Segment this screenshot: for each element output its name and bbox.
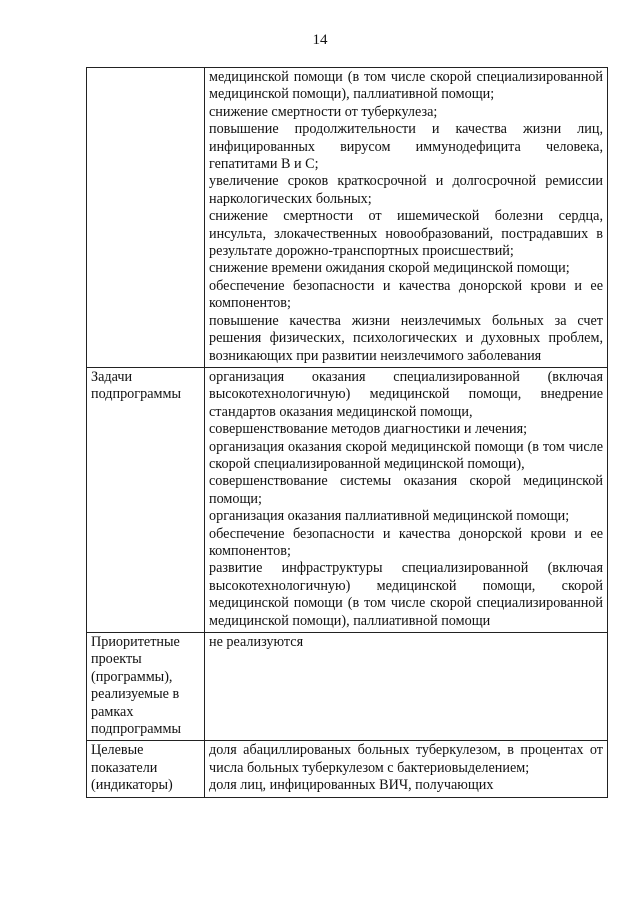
row-label: Приоритетные проекты (программы), реализуемые в рамках подпрограммы — [87, 633, 205, 741]
content-line: повышение продолжительности и качества жизни лиц, инфицированных вирусом иммунодефицита человека, гепатитами B и C; — [209, 121, 603, 173]
row-content — [205, 367, 608, 632]
page-number: 14 — [312, 32, 328, 48]
content-line: снижение смертности от ишемической болезни сердца, инсульта, злокачественных новообразований, пострадавших в результате дорожно-транспортных происшествий; — [209, 208, 603, 260]
content-line: совершенствование методов диагностики и лечения; — [209, 421, 528, 438]
content-line: организация оказания скорой медицинской помощи (в том числе скорой специализированной медицинской помощи), — [209, 438, 603, 472]
row-label: Целевые показатели (индикаторы) — [87, 741, 205, 797]
row-content — [205, 68, 608, 368]
subprogram-passport-table — [86, 67, 608, 798]
content-line: обеспечение безопасности и качества донорской крови и ее компонентов; — [209, 525, 603, 559]
table-row — [87, 367, 608, 632]
content-line: снижение смертности от туберкулеза; — [209, 103, 438, 120]
row-content — [205, 741, 608, 797]
table-row — [87, 68, 608, 368]
content-line: развитие инфраструктуры специализированной (включая высокотехнологичную) медицинской помощи, скорой медицинской помощи (в том числе скорой специализированной медицинской помощи), паллиативной помощи — [209, 560, 603, 629]
row-label: Задачи подпрограммы — [87, 367, 205, 632]
content-line: совершенствование системы оказания скорой медицинской помощи; — [209, 473, 603, 507]
row-content — [205, 633, 608, 741]
content-line: доля абациллированых больных туберкулезом, в процентах от числа больных туберкулезом с бактериовыделением; — [209, 742, 603, 776]
content-line: обеспечение безопасности и качества донорской крови и ее компонентов; — [209, 277, 603, 312]
content-line: снижение времени ожидания скорой медицинской помощи; — [209, 260, 570, 277]
content-line: организация оказания специализированной (включая высокотехнологичную) медицинской помощи, внедрение стандартов оказания медицинской помощи, — [209, 368, 603, 420]
table-row — [87, 633, 608, 741]
content-line: увеличение сроков краткосрочной и долгосрочной ремиссии наркологических больных; — [209, 173, 603, 207]
content-line: организация оказания паллиативной медицинской помощи; — [209, 508, 570, 525]
content-line: медицинской помощи (в том числе скорой специализированной медицинской помощи), паллиативной помощи; — [209, 69, 603, 103]
content-line: доля лиц, инфицированных ВИЧ, получающих — [209, 777, 494, 794]
content-line: повышение качества жизни неизлечимых больных за счет решения физических, психологических и духовных проблем, возникающих при развитии неизлечимого заболевания — [209, 312, 603, 364]
content-line: не реализуются — [209, 634, 304, 650]
row-label — [87, 68, 205, 368]
table-row — [87, 741, 608, 797]
